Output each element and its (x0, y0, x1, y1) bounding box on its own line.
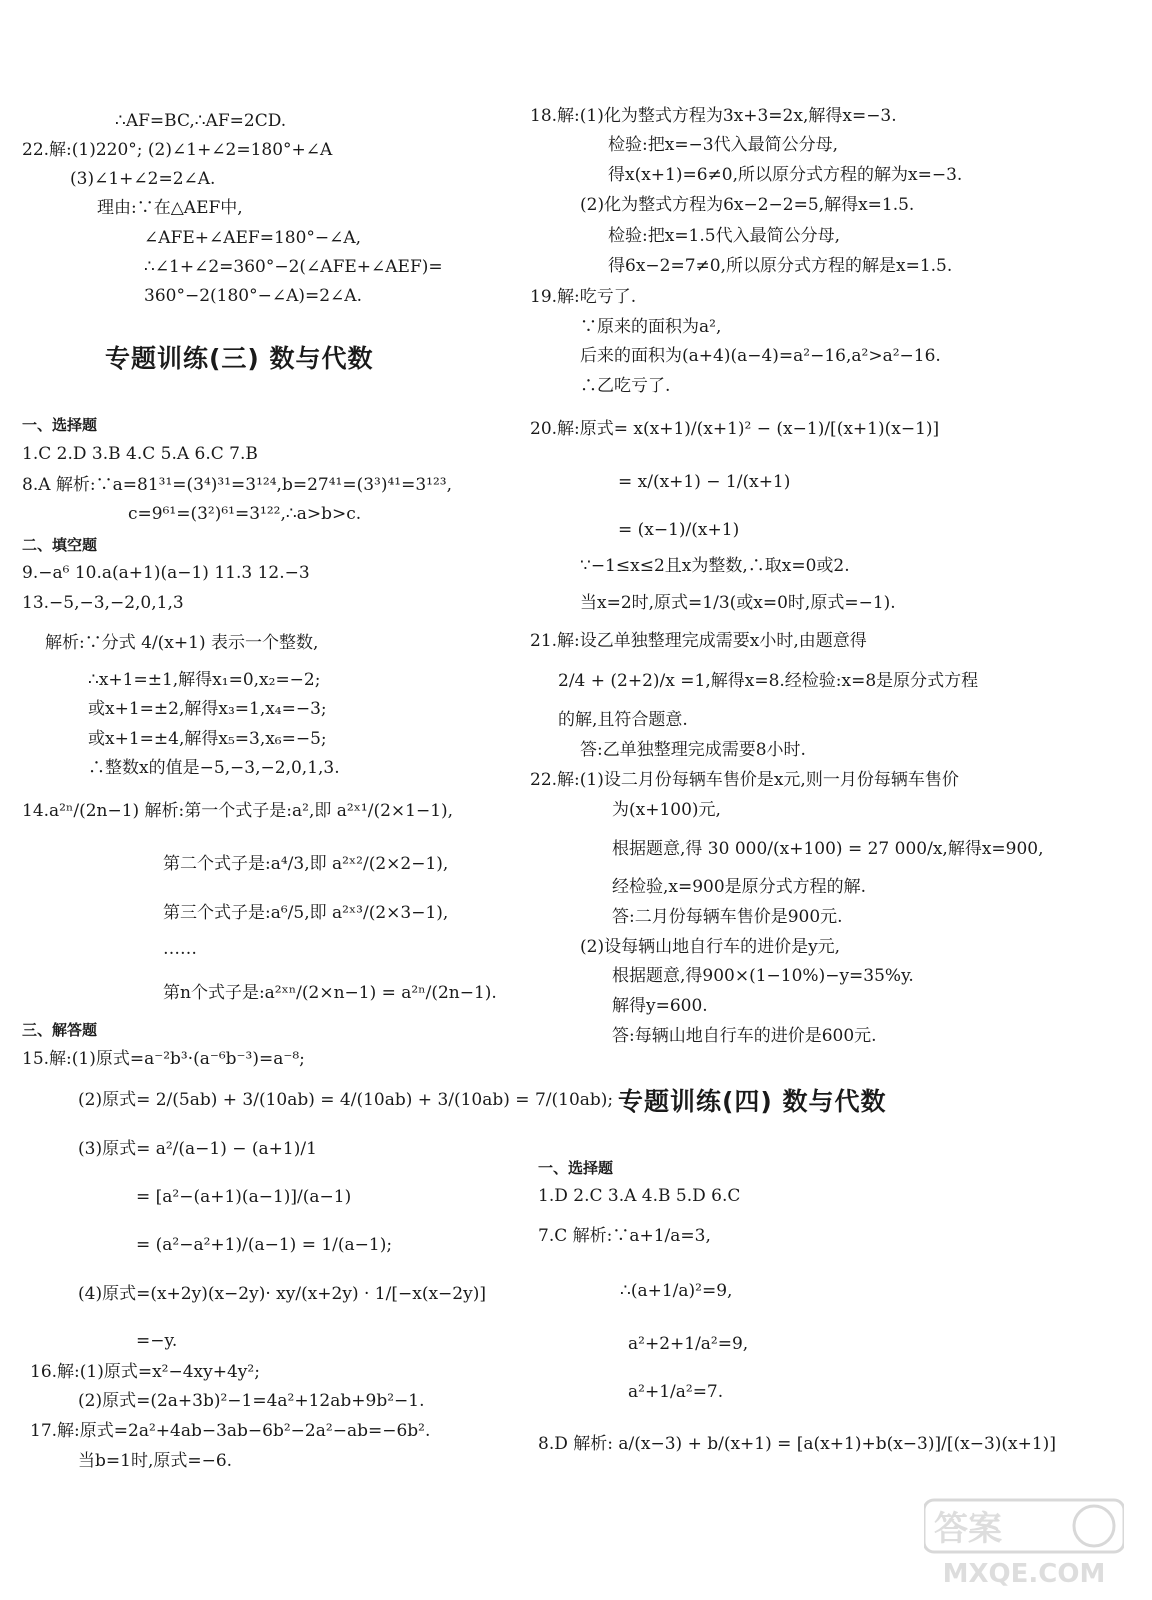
text-line: 第n个式子是:a²ˣⁿ/(2×n−1) = a²ⁿ/(2n−1). (163, 983, 497, 1003)
svg-text:答案: 答案 (934, 1509, 1002, 1549)
text-line: = (a²−a²+1)/(a−1) = 1/(a−1); (136, 1235, 393, 1255)
text-line: 16.解:(1)原式=x²−4xy+4y²; (30, 1362, 260, 1382)
text-line: ∴(a+1/a)²=9, (620, 1281, 733, 1301)
text-line: 解析:∵分式 4/(x+1) 表示一个整数, (45, 633, 319, 653)
text-line: 17.解:原式=2a²+4ab−3ab−6b²−2a²−ab=−6b². (30, 1421, 431, 1441)
text-line: (2)设每辆山地自行车的进价是y元, (580, 937, 841, 957)
text-line: 7.C 解析:∵a+1/a=3, (538, 1226, 711, 1246)
text-line: 后来的面积为(a+4)(a−4)=a²−16,a²>a²−16. (580, 346, 941, 366)
text-line: 20.解:原式= x(x+1)/(x+1)² − (x−1)/[(x+1)(x−1)] (530, 419, 940, 439)
text-line: = (x−1)/(x+1) (618, 520, 740, 540)
text-line: 第二个式子是:a⁴/3,即 a²ˣ²/(2×2−1), (163, 854, 449, 874)
section-heading: 三、解答题 (22, 1021, 98, 1039)
section-heading: 一、选择题 (22, 416, 98, 434)
text-line: =−y. (136, 1331, 178, 1351)
text-line: (3)∠1+∠2=2∠A. (70, 169, 216, 189)
text-line: 检验:把x=1.5代入最简公分母, (608, 226, 840, 246)
text-line: 得6x−2=7≠0,所以原分式方程的解是x=1.5. (608, 256, 953, 276)
text-line: 根据题意,得 30 000/(x+100) = 27 000/x,解得x=900, (612, 839, 1044, 859)
text-line: 19.解:吃亏了. (530, 287, 637, 307)
text-line: (2)原式= 2/(5ab) + 3/(10ab) = 4/(10ab) + 3/(10ab) = 7/(10ab); (78, 1090, 614, 1110)
section-heading: 二、填空题 (22, 536, 98, 554)
section-title: 专题训练(三) 数与代数 (105, 344, 374, 373)
text-line: ∴∠1+∠2=360°−2(∠AFE+∠AEF)= (144, 257, 443, 277)
text-line: 15.解:(1)原式=a⁻²b³·(a⁻⁶b⁻³)=a⁻⁸; (22, 1049, 305, 1069)
text-line: (2)原式=(2a+3b)²−1=4a²+12ab+9b²−1. (78, 1391, 425, 1411)
text-line: 得x(x+1)=6≠0,所以原分式方程的解为x=−3. (608, 165, 963, 185)
text-line: 检验:把x=−3代入最简公分母, (608, 135, 839, 155)
text-line: 1.C 2.D 3.B 4.C 5.A 6.C 7.B (22, 444, 258, 464)
text-line: 13.−5,−3,−2,0,1,3 (22, 593, 184, 613)
text-line: = x/(x+1) − 1/(x+1) (618, 472, 791, 492)
text-line: 当x=2时,原式=1/3(或x=0时,原式=−1). (580, 593, 896, 613)
text-line: 2/4 + (2+2)/x =1,解得x=8.经检验:x=8是原分式方程 (558, 671, 979, 691)
text-line: ∴乙吃亏了. (580, 376, 671, 396)
text-line: (4)原式=(x+2y)(x−2y)· xy/(x+2y) · 1/[−x(x−2y)] (78, 1284, 486, 1304)
text-line: 9.−a⁶ 10.a(a+1)(a−1) 11.3 12.−3 (22, 563, 310, 583)
text-line: ∵−1≤x≤2且x为整数,∴取x=0或2. (580, 556, 850, 576)
text-line: 根据题意,得900×(1−10%)−y=35%y. (612, 966, 914, 986)
text-line: …… (163, 939, 197, 959)
text-line: 的解,且符合题意. (558, 710, 688, 730)
svg-text:MXQE.COM: MXQE.COM (942, 1559, 1106, 1588)
text-line: 21.解:设乙单独整理完成需要x小时,由题意得 (530, 631, 867, 651)
text-line: ∴x+1=±1,解得x₁=0,x₂=−2; (88, 670, 321, 690)
text-line: 答:每辆山地自行车的进价是600元. (612, 1026, 877, 1046)
text-line: 22.解:(1)设二月份每辆车售价是x元,则一月份每辆车售价 (530, 770, 959, 790)
text-line: (3)原式= a²/(a−1) − (a+1)/1 (78, 1139, 317, 1159)
text-line: 理由:∵在△AEF中, (97, 198, 243, 218)
text-line: 为(x+100)元, (612, 800, 721, 820)
text-line: 8.A 解析:∵a=81³¹=(3⁴)³¹=3¹²⁴,b=27⁴¹=(3³)⁴¹=3¹²³, (22, 475, 453, 495)
watermark-logo (924, 1498, 1124, 1588)
text-line: 当b=1时,原式=−6. (78, 1451, 233, 1471)
text-line: ∠AFE+∠AEF=180°−∠A, (144, 228, 362, 248)
text-line: 360°−2(180°−∠A)=2∠A. (144, 286, 362, 306)
text-line: = [a²−(a+1)(a−1)]/(a−1) (136, 1187, 352, 1207)
text-line: 经检验,x=900是原分式方程的解. (612, 877, 867, 897)
text-line: a²+2+1/a²=9, (628, 1334, 749, 1354)
text-line: 22.解:(1)220°; (2)∠1+∠2=180°+∠A (22, 140, 333, 160)
text-line: 答:二月份每辆车售价是900元. (612, 907, 843, 927)
text-line: ∴AF=BC,∴AF=2CD. (115, 111, 287, 131)
text-line: 或x+1=±4,解得x₅=3,x₆=−5; (88, 729, 327, 749)
text-line: a²+1/a²=7. (628, 1382, 724, 1402)
text-line: 1.D 2.C 3.A 4.B 5.D 6.C (538, 1186, 741, 1206)
text-line: (2)化为整式方程为6x−2−2=5,解得x=1.5. (580, 195, 915, 215)
section-heading: 一、选择题 (538, 1159, 614, 1177)
text-line: 8.D 解析: a/(x−3) + b/(x+1) = [a(x+1)+b(x−3)]/[(x−3)(x+1)] (538, 1434, 1056, 1454)
text-line: ∴整数x的值是−5,−3,−2,0,1,3. (88, 758, 340, 778)
text-line: 解得y=600. (612, 996, 708, 1016)
section-title: 专题训练(四) 数与代数 (618, 1087, 887, 1116)
text-line: c=9⁶¹=(3²)⁶¹=3¹²²,∴a>b>c. (128, 504, 362, 524)
text-line: ∵原来的面积为a², (580, 317, 722, 337)
text-line: 第三个式子是:a⁶/5,即 a²ˣ³/(2×3−1), (163, 903, 449, 923)
text-line: 答:乙单独整理完成需要8小时. (580, 740, 806, 760)
text-line: 14.a²ⁿ/(2n−1) 解析:第一个式子是:a²,即 a²ˣ¹/(2×1−1), (22, 801, 454, 821)
watermark-logo-icon (924, 1498, 1124, 1588)
text-line: 18.解:(1)化为整式方程为3x+3=2x,解得x=−3. (530, 106, 897, 126)
text-line: 或x+1=±2,解得x₃=1,x₄=−3; (88, 699, 327, 719)
